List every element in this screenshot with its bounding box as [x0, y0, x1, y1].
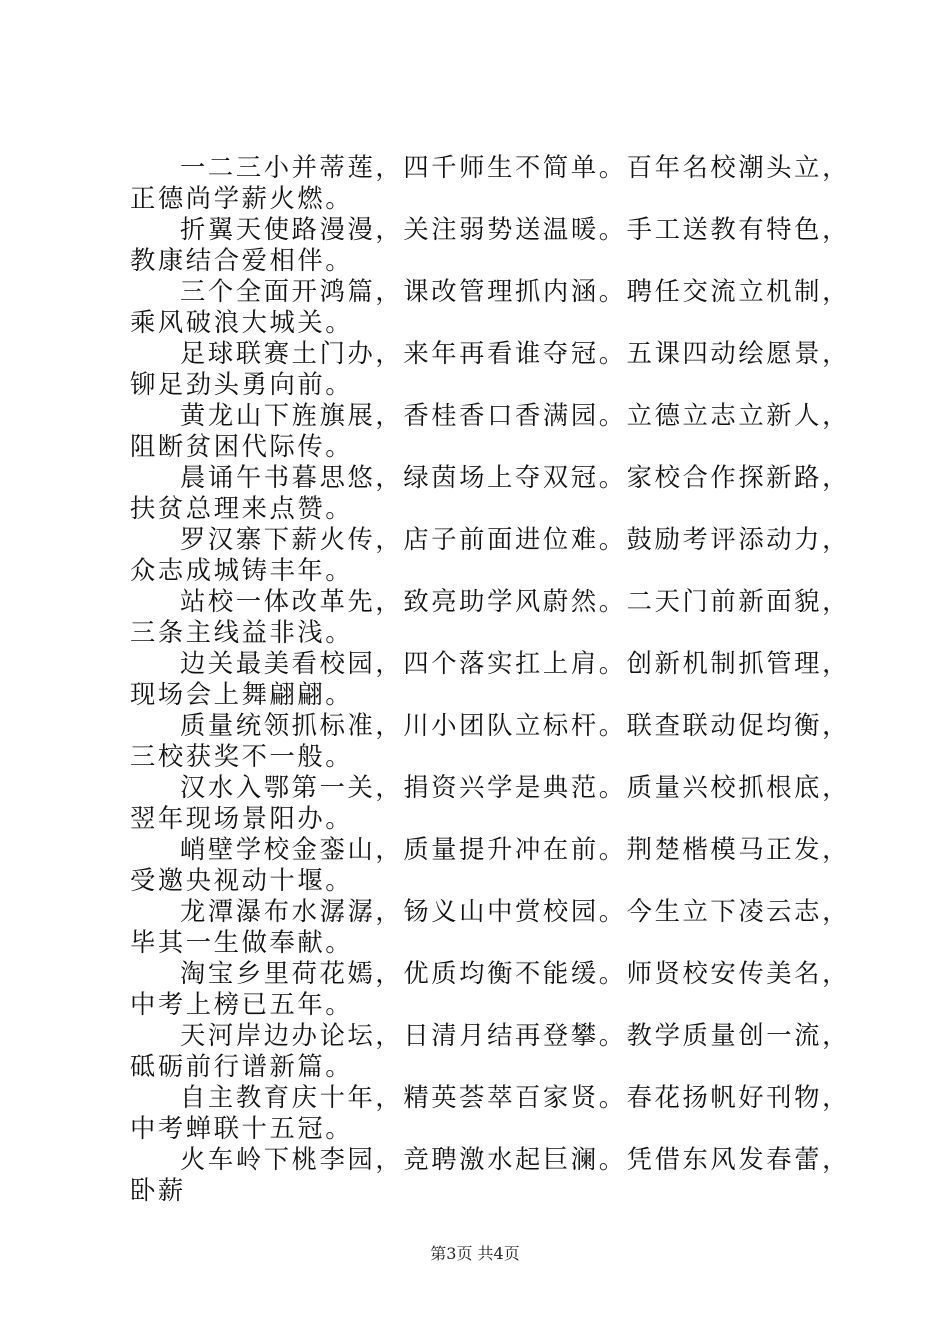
paragraph-17: 火车岭下桃李园，竞聘激水起巨澜。凭借东风发春蕾，卧薪 — [130, 1145, 850, 1205]
paragraph-14: 淘宝乡里荷花嫣，优质均衡不能缓。师贤校安传美名，中考上榜已五年。 — [130, 959, 850, 1019]
paragraph-11: 汉水入鄂第一关，捐资兴学是典范。质量兴校抓根底，翌年现场景阳办。 — [130, 773, 850, 833]
paragraph-3: 三个全面开鸿篇，课改管理抓内涵。聘任交流立机制，乘风破浪大城关。 — [130, 277, 850, 337]
paragraph-4: 足球联赛土门办，来年再看谁夺冠。五课四动绘愿景，铆足劲头勇向前。 — [130, 339, 850, 399]
paragraph-12: 峭壁学校金銮山，质量提升冲在前。荆楚楷模马正发，受邀央视动十堰。 — [130, 835, 850, 895]
paragraph-6: 晨诵午书暮思悠，绿茵场上夺双冠。家校合作探新路，扶贫总理来点赞。 — [130, 463, 850, 523]
paragraph-10: 质量统领抓标准，川小团队立标杆。联查联动促均衡，三校获奖不一般。 — [130, 711, 850, 771]
page-footer: 第3页 共4页 — [430, 1244, 520, 1263]
paragraph-2: 折翼天使路漫漫，关注弱势送温暖。手工送教有特色，教康结合爱相伴。 — [130, 215, 850, 275]
paragraph-5: 黄龙山下旌旗展，香桂香口香满园。立德立志立新人，阻断贫困代际传。 — [130, 401, 850, 461]
paragraph-16: 自主教育庆十年，精英荟萃百家贤。春花扬帆好刊物，中考蝉联十五冠。 — [130, 1083, 850, 1143]
paragraph-7: 罗汉寨下薪火传，店子前面进位难。鼓励考评添动力，众志成城铸丰年。 — [130, 525, 850, 585]
paragraph-8: 站校一体改革先，致亮助学风蔚然。二天门前新面貌，三条主线益非浅。 — [130, 587, 850, 647]
paragraph-15: 天河岸边办论坛，日清月结再登攀。教学质量创一流，砥砺前行谱新篇。 — [130, 1021, 850, 1081]
paragraph-13: 龙潭瀑布水潺潺，钖义山中赏校园。今生立下凌云志，毕其一生做奉献。 — [130, 897, 850, 957]
body-text — [130, 152, 850, 1206]
paragraph-1: 一二三小并蒂莲，四千师生不简单。百年名校潮头立，正德尚学薪火燃。 — [130, 153, 850, 213]
paragraph-9: 边关最美看校园，四个落实扛上肩。创新机制抓管理，现场会上舞翩翩。 — [130, 649, 850, 709]
